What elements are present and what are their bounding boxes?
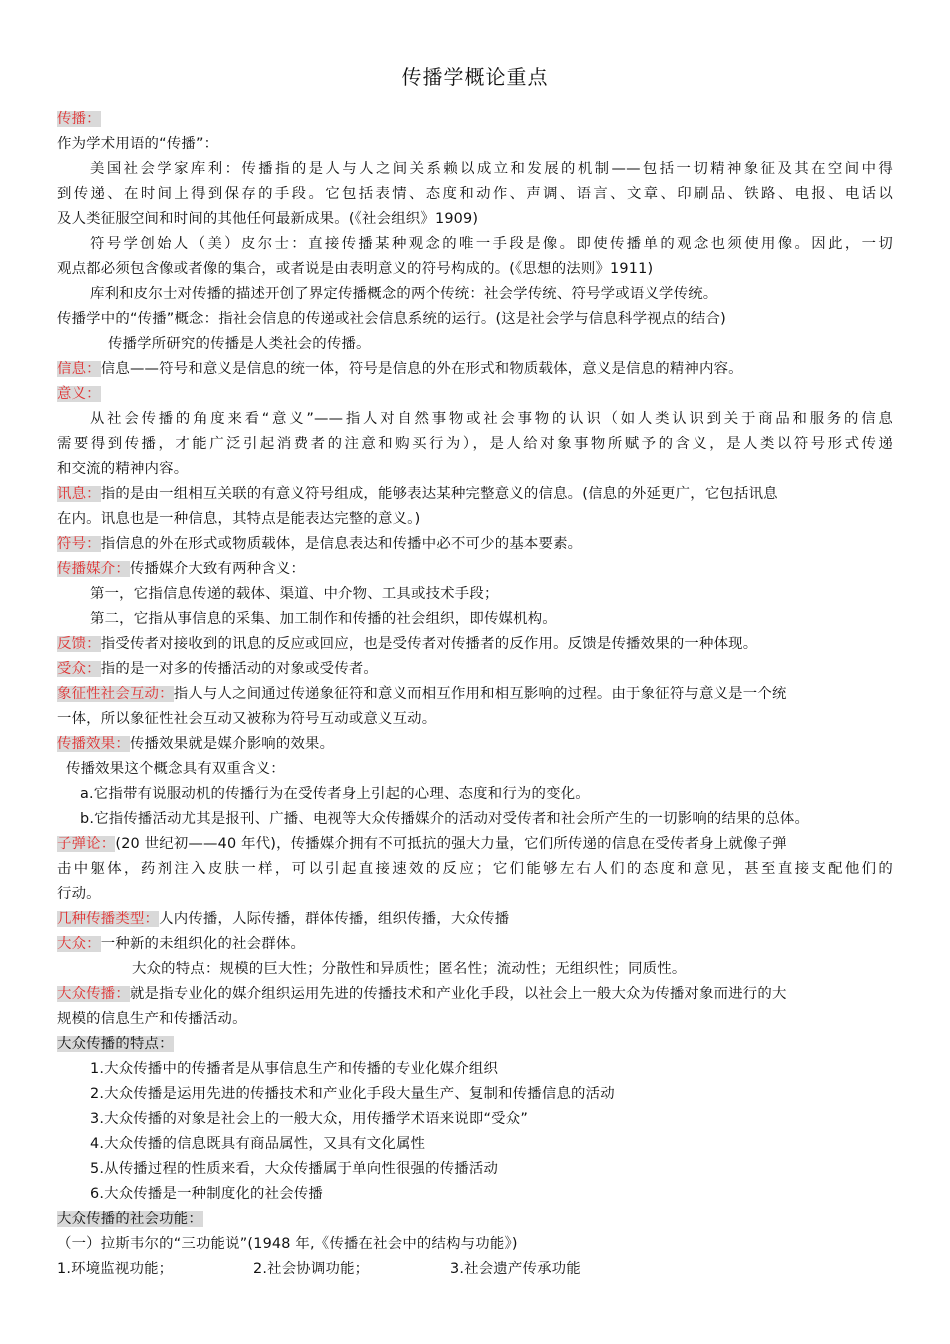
term-line [57, 633, 757, 655]
term-label: 传播媒介： [57, 561, 130, 577]
list-item: 3.大众传播的对象是社会上的一般大众，用传播学术语来说即“受众” [90, 1111, 528, 1127]
term-line [57, 658, 378, 680]
paragraph-line: 一体，所以象征性社会互动又被称为符号互动或意义互动。 [57, 711, 437, 727]
paragraph-line: 需要得到传播，才能广泛引起消费者的注意和购买行为），是人给对象事物所赋予的含义，是人类以符号形式传递 [57, 436, 893, 452]
term-label: 受众： [57, 661, 101, 677]
list-item: 2.大众传播是运用先进的传播技术和产业化手段大量生产、复制和传播信息的活动 [90, 1086, 615, 1102]
paragraph-line: （一）拉斯韦尔的“三功能说”(1948 年,《传播在社会中的结构与功能》) [57, 1236, 518, 1252]
term-line [57, 108, 101, 130]
paragraph-line: 在内。讯息也是一种信息，其特点是能表达完整的意义。) [57, 511, 421, 527]
term-definition: 信息——符号和意义是信息的统一体，符号是信息的外在形式和物质载体，意义是信息的精神内容。 [100, 361, 743, 377]
section-heading-label: 大众传播的社会功能： [57, 1211, 203, 1227]
paragraph-line: 从社会传播的角度来看“意义”——指人对自然事物或社会事物的认识（如人类认识到关于商品和服务的信息 [90, 411, 893, 427]
term-label: 象征性社会互动： [57, 686, 174, 702]
paragraph-line: 和交流的精神内容。 [57, 461, 189, 477]
paragraph-line: 及人类征服空间和时间的其他任何最新成果。(《社会组织》1909) [57, 211, 479, 227]
term-definition: 一种新的未组织化的社会群体。 [100, 936, 306, 952]
term-line [57, 908, 509, 930]
paragraph-line: 美国社会学家库利：传播指的是人与人之间关系赖以成立和发展的机制——包括一切精神象征及其在空间中得 [90, 161, 893, 177]
term-label: 传播效果： [57, 736, 130, 752]
term-definition: 指人与人之间通过传递象征符和意义而相互作用和相互影响的过程。由于象征符与意义是一个统 [173, 686, 787, 702]
paragraph-line: 行动。 [57, 886, 101, 902]
paragraph-line: 库利和皮尔士对传播的描述开创了界定传播概念的两个传统：社会学传统、符号学或语义学传统。 [90, 286, 718, 302]
text-line: 作为学术用语的“传播”： [57, 136, 219, 152]
list-item: 5.从传播过程的性质来看，大众传播属于单向性很强的传播活动 [90, 1161, 499, 1177]
term-definition: 指的是由一组相互关联的有意义符号组成，能够表达某种完整意义的信息。(信息的外延更广，它包括讯息 [100, 486, 778, 502]
term-definition: 传播媒介大致有两种含义： [129, 561, 306, 577]
term-label: 大众： [57, 936, 101, 952]
term-line [57, 533, 582, 555]
term-line [57, 683, 787, 705]
term-definition: 指的是一对多的传播活动的对象或受传者。 [100, 661, 379, 677]
term-line [57, 833, 787, 855]
paragraph-line: 传播学中的“传播”概念：指社会信息的传递或社会信息系统的运行。(这是社会学与信息科学视点的结合) [57, 311, 726, 327]
term-label: 子弹论： [57, 836, 116, 852]
term-definition: 传播效果就是媒介影响的效果。 [129, 736, 335, 752]
paragraph-line: a.它指带有说服动机的传播行为在受传者身上引起的心理、态度和行为的变化。 [80, 786, 590, 802]
term-definition: (20 世纪初——40 年代)，传播媒介拥有不可抵抗的强大力量，它们所传递的信息在受传者身上就像子弹 [115, 836, 787, 852]
term-definition: 指信息的外在形式或物质载体，是信息表达和传播中必不可少的基本要素。 [100, 536, 583, 552]
term-line [57, 558, 305, 580]
paragraph-line: 到传递、在时间上得到保存的手段。它包括表情、态度和动作、声调、语言、文章、印刷品、铁路、电报、电话以 [57, 186, 893, 202]
paragraph-line: 第二，它指从事信息的采集、加工制作和传播的社会组织，即传媒机构。 [90, 611, 557, 627]
term-label: 大众传播： [57, 986, 130, 1002]
page-title: 传播学概论重点 [401, 65, 549, 89]
paragraph-line: 规模的信息生产和传播活动。 [57, 1011, 247, 1027]
term-definition: 人内传播，人际传播，群体传播，组织传播，大众传播 [159, 911, 510, 927]
term-label: 意义： [57, 386, 101, 402]
term-label: 符号： [57, 536, 101, 552]
paragraph-line: 符号学创始人（美）皮尔士：直接传播某种观念的唯一手段是像。即使传播单的观念也须使用像。因此，一切 [90, 236, 893, 252]
function-item: 1.环境监视功能； [57, 1261, 174, 1277]
term-label: 几种传播类型： [57, 911, 160, 927]
term-line [57, 983, 787, 1005]
term-label: 信息： [57, 361, 101, 377]
paragraph-line: 大众的特点：规模的巨大性；分散性和异质性；匿名性；流动性；无组织性；同质性。 [132, 961, 687, 977]
paragraph-line: b.它指传播活动尤其是报刊、广播、电视等大众传播媒介的活动对受传者和社会所产生的一切影响的结果的总体。 [80, 811, 810, 827]
function-item: 3.社会遗产传承功能 [450, 1261, 581, 1277]
term-label: 传播： [57, 111, 101, 127]
term-line [57, 358, 743, 380]
term-line [57, 483, 778, 505]
paragraph-line: 第一，它指信息传递的载体、渠道、中介物、工具或技术手段； [90, 586, 499, 602]
paragraph-line: 传播学所研究的传播是人类社会的传播。 [108, 336, 371, 352]
term-line [57, 933, 305, 955]
term-line [57, 733, 334, 755]
paragraph-line: 观点都必须包含像或者像的集合，或者说是由表明意义的符号构成的。(《思想的法则》1911) [57, 261, 654, 277]
list-item: 1.大众传播中的传播者是从事信息生产和传播的专业化媒介组织 [90, 1061, 499, 1077]
term-line [57, 383, 101, 405]
term-label: 反馈： [57, 636, 101, 652]
function-item: 2.社会协调功能； [253, 1261, 370, 1277]
list-item: 6.大众传播是一种制度化的社会传播 [90, 1186, 323, 1202]
paragraph-line: 击中躯体，药剂注入皮肤一样，可以引起直接速效的反应；它们能够左右人们的态度和意见，甚至直接支配他们的 [57, 861, 893, 877]
section-heading [57, 1208, 203, 1230]
list-item: 4.大众传播的信息既具有商品属性，又具有文化属性 [90, 1136, 426, 1152]
section-heading-label: 大众传播的特点： [57, 1036, 174, 1052]
term-definition: 就是指专业化的媒介组织运用先进的传播技术和产业化手段，以社会上一般大众为传播对象而进行的大 [129, 986, 787, 1002]
term-label: 讯息： [57, 486, 101, 502]
term-definition: 指受传者对接收到的讯息的反应或回应，也是受传者对传播者的反作用。反馈是传播效果的一种体现。 [100, 636, 758, 652]
paragraph-line: 传播效果这个概念具有双重含义： [66, 761, 285, 777]
section-heading [57, 1033, 174, 1055]
